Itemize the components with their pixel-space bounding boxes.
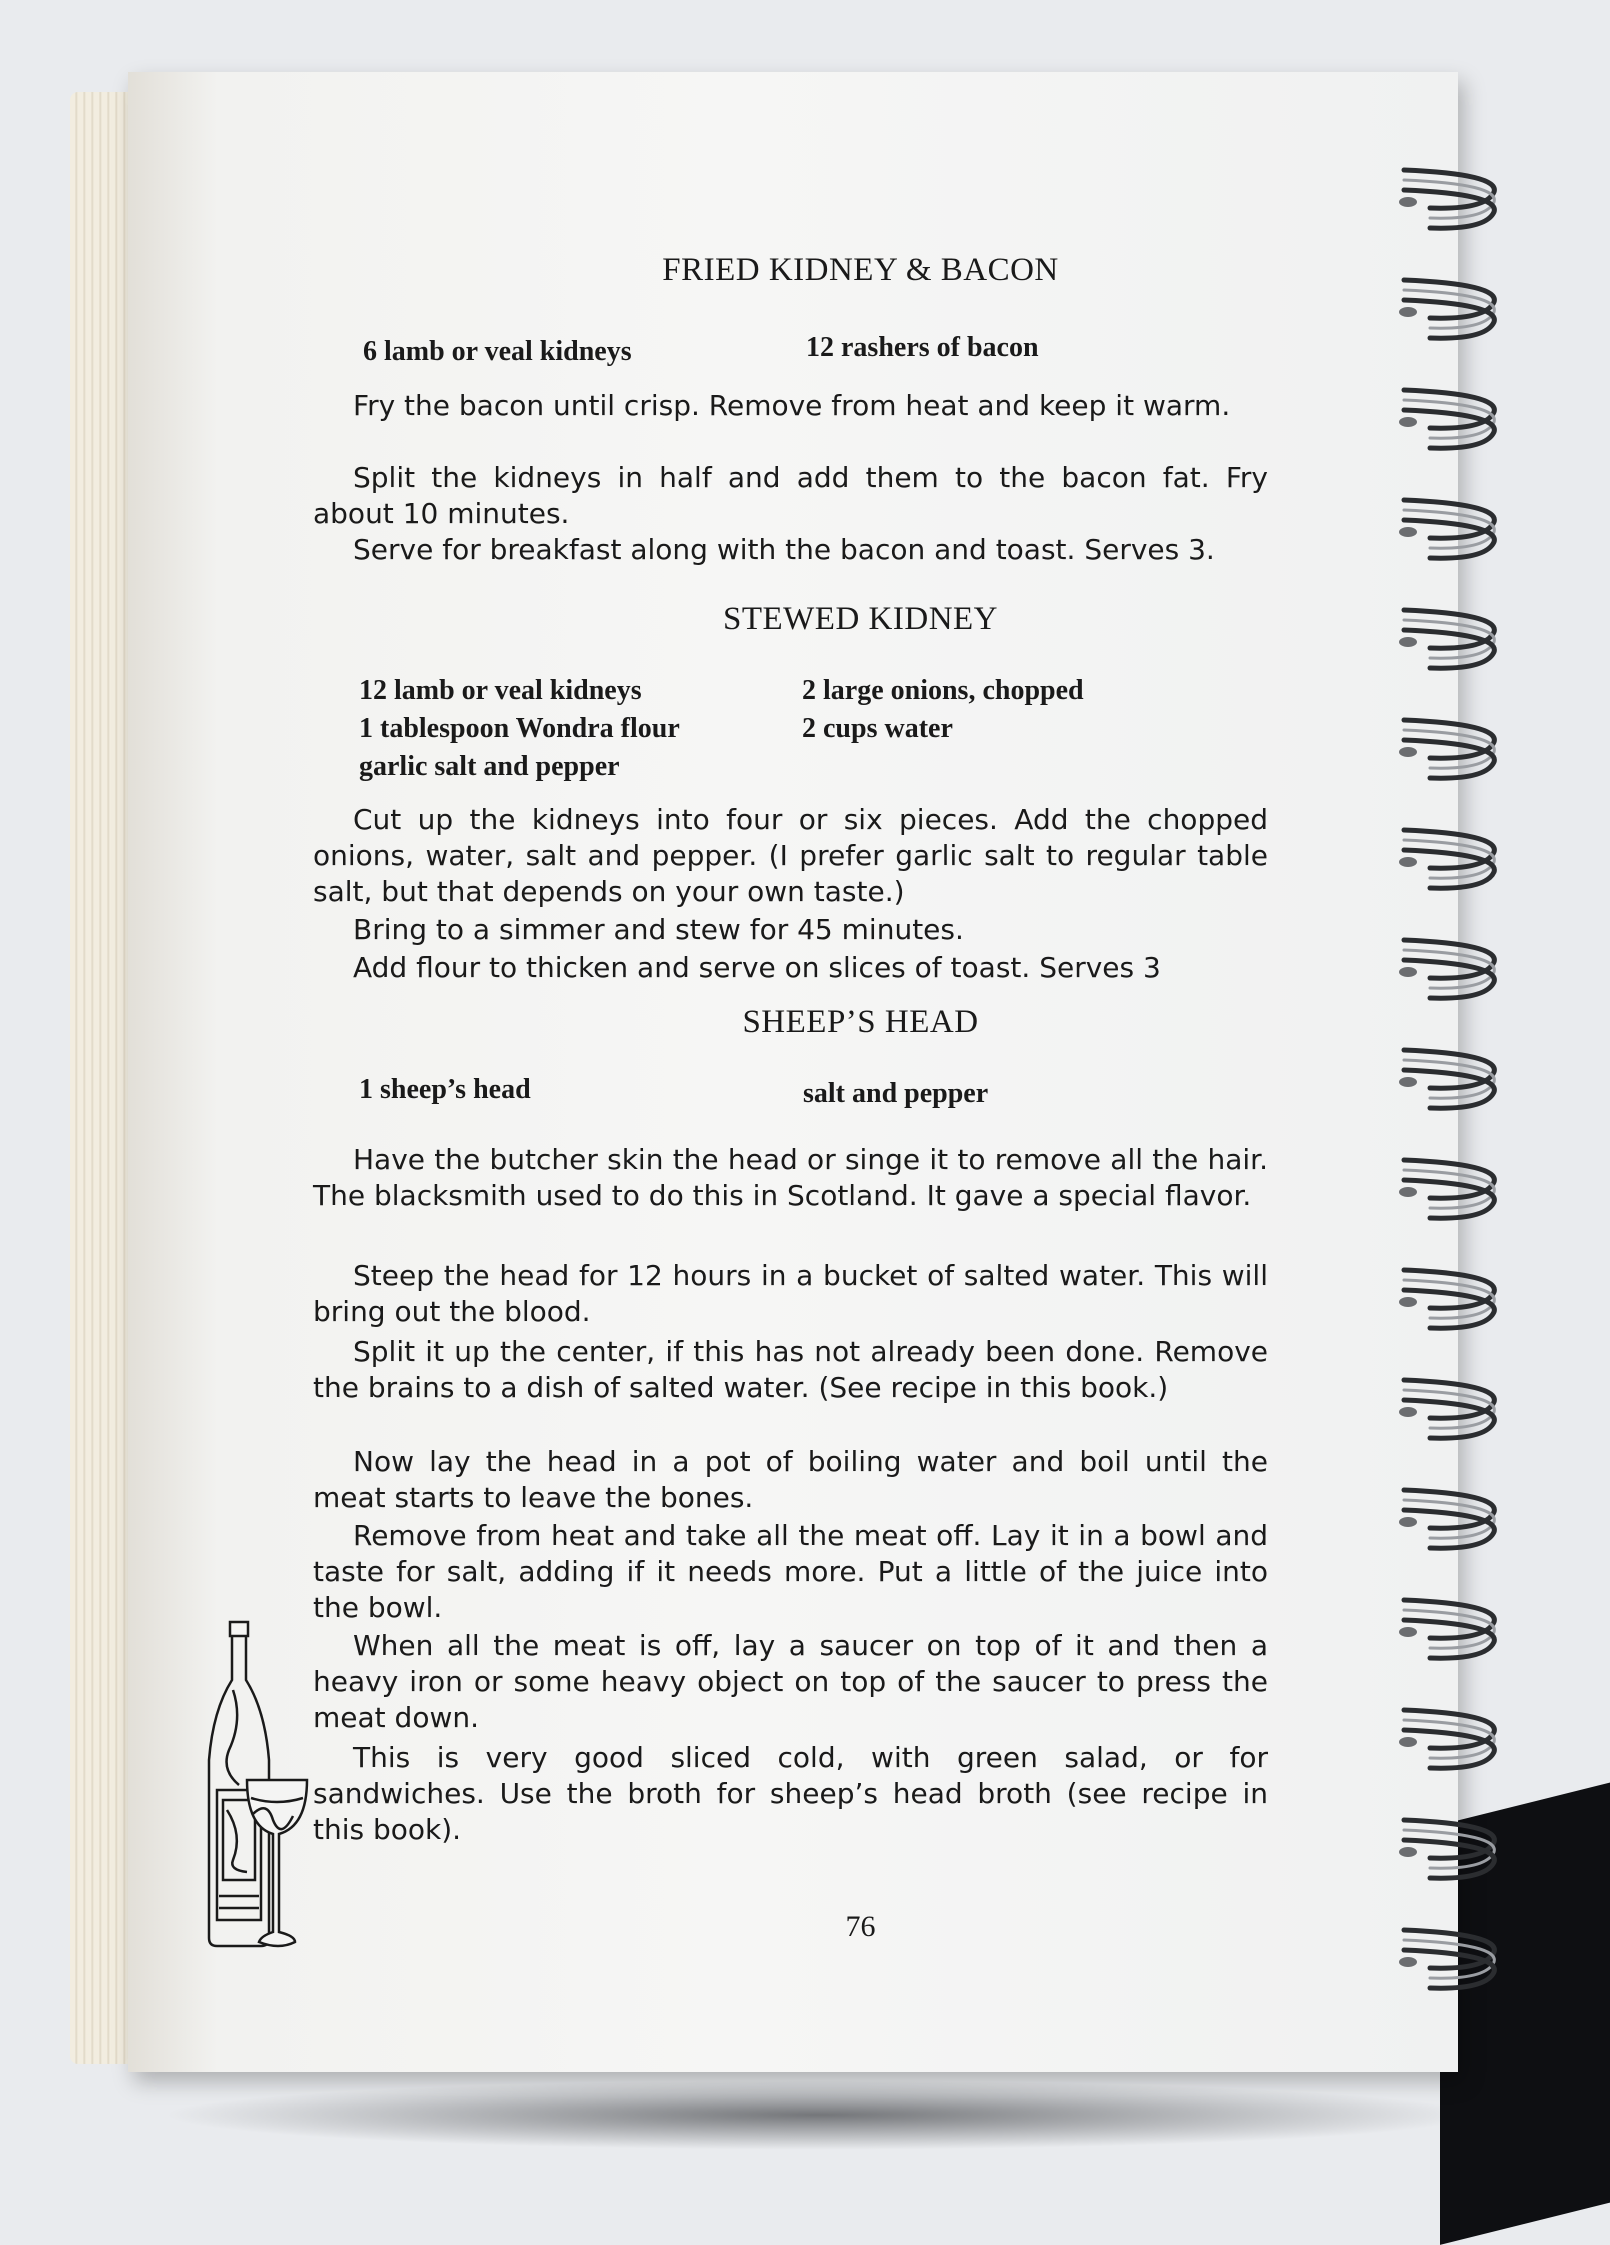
binding-hole [1399, 1847, 1417, 1857]
page-number: 76 [845, 1910, 876, 1943]
ingredient: 12 lamb or veal kidneys [359, 675, 642, 706]
instruction-paragraph: Now lay the head in a pot of boiling water and boil until the meat starts to leave the bones. [313, 1445, 1268, 1514]
instruction-paragraph: Have the butcher skin the head or singe it to remove all the hair. The blacksmith used to do this in Scotland. It gave a special flavor. [313, 1143, 1268, 1212]
binding-hole [1399, 1407, 1417, 1417]
instruction-paragraph: Bring to a simmer and stew for 45 minutes. [353, 913, 964, 946]
instruction-paragraph: Add flour to thicken and serve on slices of toast. Serves 3 [353, 951, 1161, 984]
binding-hole [1399, 527, 1417, 537]
ingredient: garlic salt and pepper [359, 751, 620, 782]
recipe-title-fried-kidney-bacon: FRIED KIDNEY & BACON [662, 252, 1059, 288]
binding-hole [1399, 1187, 1417, 1197]
binding-hole [1399, 857, 1417, 867]
book-shadow [160, 2080, 1480, 2150]
ingredient: 12 rashers of bacon [806, 332, 1039, 363]
instruction-paragraph: Split the kidneys in half and add them to the bacon fat. Fry about 10 minutes. [313, 461, 1268, 530]
instruction-paragraph: Fry the bacon until crisp. Remove from heat and keep it warm. [353, 389, 1231, 422]
instruction-paragraph: Split it up the center, if this has not already been done. Remove the brains to a dish of salted water. (See recipe in this book.) [313, 1335, 1268, 1404]
instruction-paragraph: Remove from heat and take all the meat off. Lay it in a bowl and taste for salt, adding if it needs more. Put a little of the juice into the bowl. [313, 1519, 1268, 1624]
instruction-paragraph: Steep the head for 12 hours in a bucket of salted water. This will bring out the blood. [313, 1259, 1268, 1328]
binding-hole [1399, 417, 1417, 427]
wine-bottle-and-glass-icon [203, 1620, 313, 1955]
recipe-title-stewed-kidney: STEWED KIDNEY [722, 601, 999, 637]
binding-hole [1399, 1297, 1417, 1307]
ingredient: 6 lamb or veal kidneys [363, 336, 632, 367]
instruction-paragraph: Cut up the kidneys into four or six pieces. Add the chopped onions, water, salt and pepper. (I prefer garlic salt to regular table salt, but that depends on your own taste.) [313, 803, 1268, 908]
book-page [128, 72, 1458, 2072]
ingredient: 1 sheep’s head [359, 1074, 531, 1105]
binding-hole [1399, 307, 1417, 317]
binding-hole [1399, 1737, 1417, 1747]
spiral-binding [1390, 160, 1530, 2010]
binding-hole [1399, 1517, 1417, 1527]
binding-hole [1399, 1957, 1417, 1967]
binding-hole [1399, 637, 1417, 647]
ingredient: salt and pepper [803, 1078, 989, 1109]
ingredient: 1 tablespoon Wondra flour [359, 713, 680, 744]
binding-hole [1399, 747, 1417, 757]
recipe-title-sheeps-head: SHEEP’S HEAD [742, 1004, 979, 1040]
binding-hole [1399, 197, 1417, 207]
instruction-paragraph: Serve for breakfast along with the bacon and toast. Serves 3. [353, 533, 1215, 566]
ingredient: 2 large onions, chopped [802, 675, 1084, 706]
binding-hole [1399, 967, 1417, 977]
binding-hole [1399, 1627, 1417, 1637]
binding-hole [1399, 1077, 1417, 1087]
instruction-paragraph: This is very good sliced cold, with green salad, or for sandwiches. Use the broth for sheep’s head broth (see recipe in this book). [313, 1741, 1268, 1846]
instruction-paragraph: When all the meat is off, lay a saucer on top of it and then a heavy iron or some heavy object on top of the saucer to press the meat down. [313, 1629, 1268, 1734]
ingredient: 2 cups water [802, 713, 953, 744]
